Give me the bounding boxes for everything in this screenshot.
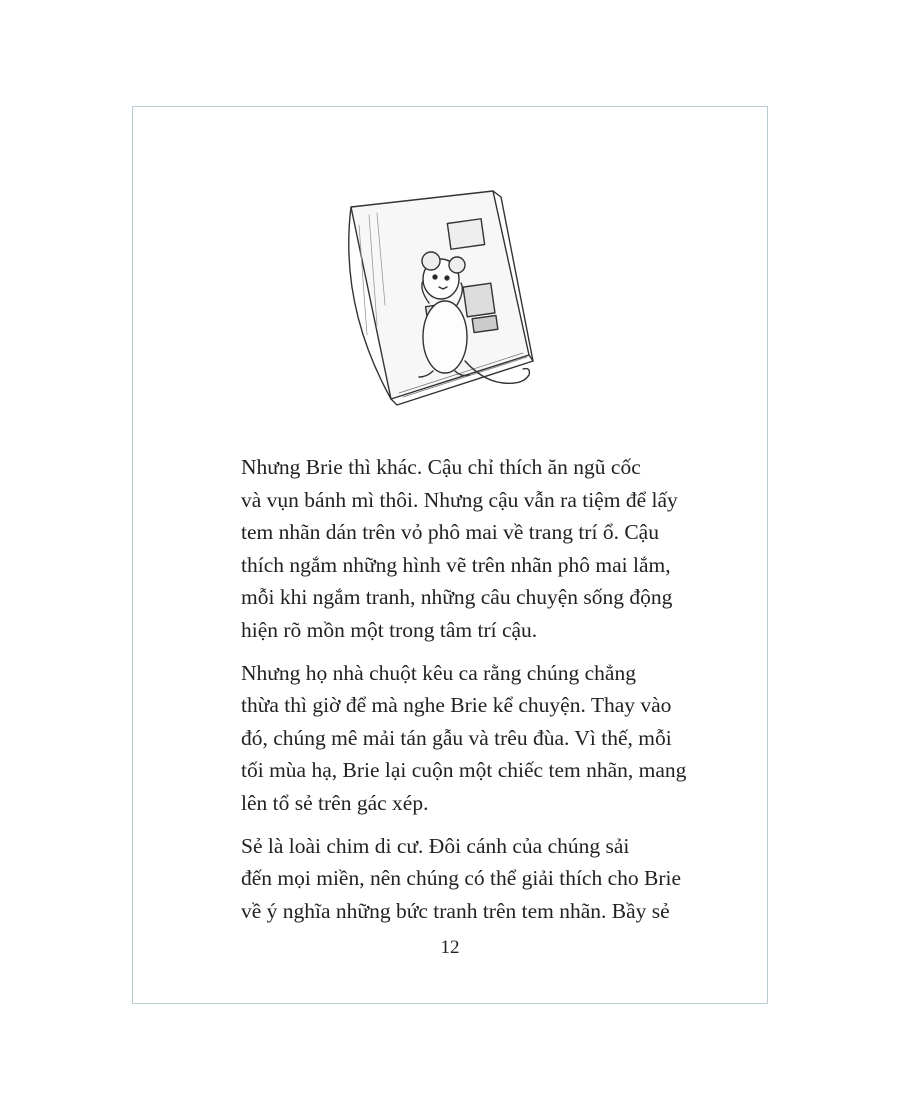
- paragraph-2: [217, 657, 697, 820]
- text-line: Nhưng Brie thì khác. Cậu chỉ thích ăn ngũ cốc: [241, 455, 641, 479]
- story-text: [217, 451, 697, 937]
- text-line: lên tổ sẻ trên gác xép.: [241, 790, 429, 815]
- mouse-cheese-illustration: [333, 185, 573, 425]
- paragraph-1: [217, 451, 697, 647]
- text-line: thích ngắm những hình vẽ trên nhãn phô mai lắm,: [241, 552, 671, 577]
- text-line: tối mùa hạ, Brie lại cuộn một chiếc tem nhãn, mang: [241, 758, 687, 783]
- book-page: [132, 106, 768, 1004]
- text-line: đến mọi miền, nên chúng có thể giải thích cho Brie: [241, 866, 682, 891]
- text-line: và vụn bánh mì thôi. Nhưng cậu vẫn ra tiệm để lấy: [241, 487, 678, 512]
- text-line: mỗi khi ngắm tranh, những câu chuyện sống động: [241, 585, 673, 610]
- page-number: 12: [440, 937, 460, 958]
- text-line: tem nhãn dán trên vỏ phô mai về trang trí ổ. Cậu: [241, 520, 659, 545]
- text-line: thừa thì giờ để mà nghe Brie kể chuyện. Thay vào: [241, 693, 672, 718]
- text-line: về ý nghĩa những bức tranh trên tem nhãn. Bầy sẻ: [241, 898, 670, 923]
- text-line: Sẻ là loài chim di cư. Đôi cánh của chúng sải: [241, 833, 630, 858]
- text-line: hiện rõ mồn một trong tâm trí cậu.: [241, 617, 538, 642]
- text-line: Nhưng họ nhà chuột kêu ca rằng chúng chẳng: [241, 660, 636, 685]
- text-line: đó, chúng mê mải tán gẫu và trêu đùa. Vì thế, mỗi: [241, 725, 672, 750]
- paragraph-3: [217, 830, 697, 928]
